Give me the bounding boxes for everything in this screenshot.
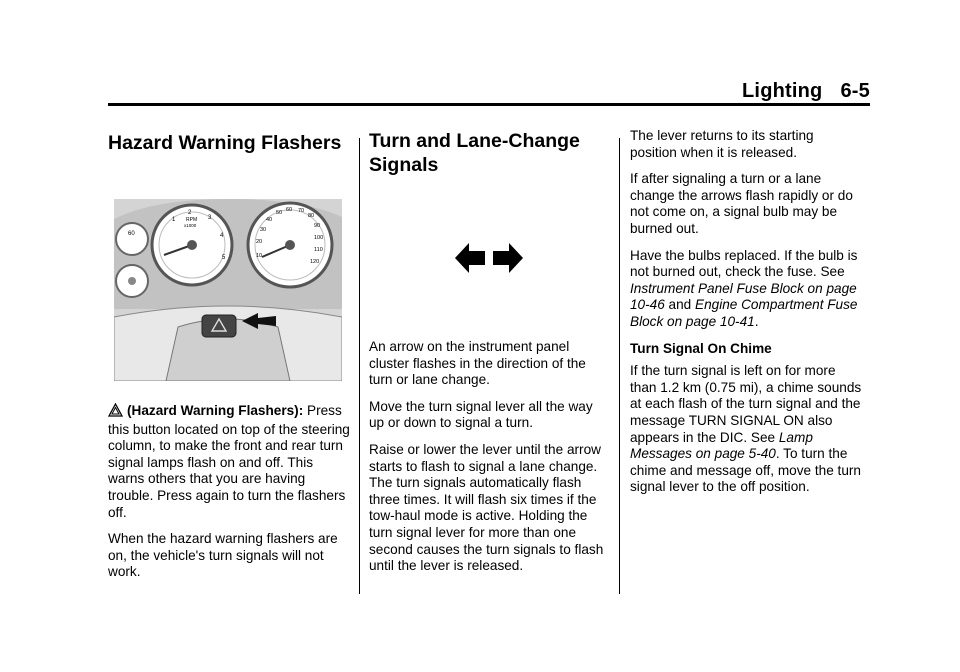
- svg-text:5: 5: [222, 255, 226, 261]
- svg-text:100: 100: [314, 235, 324, 241]
- header-text: [724, 80, 870, 103]
- svg-text:10: 10: [256, 253, 263, 259]
- turn-paragraph-1: An arrow on the instrument panel cluster flashes in the direction of the turn or lane change.: [369, 339, 586, 388]
- fuse-block-link: Instrument Panel Fuse Block on page 10-46: [630, 280, 857, 313]
- svg-text:20: 20: [256, 239, 263, 245]
- column-divider-2: [619, 138, 620, 594]
- turn-signal-arrows-icon: [455, 243, 523, 273]
- dashboard-drawing: [114, 199, 342, 381]
- svg-text:40: 40: [266, 217, 273, 223]
- svg-text:50: 50: [276, 210, 283, 216]
- bulb-out-paragraph: If after signaling a turn or a lane change the arrows flash rapidly or do not come on, a signal bulb may be burned out.: [630, 171, 853, 236]
- svg-text:30: 30: [260, 227, 267, 233]
- column-hazard: [108, 128, 350, 591]
- tach-label: RPM: [186, 217, 198, 223]
- svg-text:90: 90: [314, 223, 321, 229]
- lamp-messages-link: Lamp Messages on page 5-40: [630, 429, 813, 462]
- section-name: Lighting: [742, 80, 823, 102]
- small-gauge-label: 60: [128, 231, 135, 237]
- hazard-paragraph-2: When the hazard warning flashers are on, the vehicle's turn signals will not work.: [108, 531, 338, 580]
- svg-text:70: 70: [298, 208, 305, 214]
- hazard-heading: Hazard Warning Flashers: [108, 132, 342, 154]
- turn-paragraph-3: Raise or lower the lever until the arrow starts to flash to signal a lane change. The turn signals automatically flash three times. It will flash six times if the tow-haul mode is active. Holding the turn signal lever for more than one second causes the turn signals to flash until the lever is released.: [369, 441, 604, 574]
- svg-text:3: 3: [208, 215, 212, 221]
- column-divider-1: [359, 138, 360, 594]
- svg-text:4: 4: [220, 233, 224, 239]
- turn-paragraph-2: Move the turn signal lever all the way up or down to signal a turn.: [369, 398, 593, 431]
- turn-arrows-figure: [369, 177, 607, 317]
- instrument-panel-illustration: [114, 199, 342, 381]
- hazard-paragraph-1: (Hazard Warning Flashers): Press this button located on top of the steering column, to make the front and rear turn signal lamps flash on and off. This warns others that you are having trouble. Press again to turn the flashers off.: [108, 403, 350, 520]
- lever-return-paragraph: The lever returns to its starting position when it is released.: [630, 128, 814, 160]
- page-number: 6-5: [840, 80, 870, 102]
- fuse-paragraph: Have the bulbs replaced. If the bulb is not burned out, check the fuse. See Instrument Panel Fuse Block on page 10-46 and Engine Compartment Fuse Block on page 10-41.: [630, 247, 858, 329]
- svg-text:60: 60: [286, 207, 293, 213]
- engine-fuse-link: Engine Compartment Fuse Block on page 10-41: [630, 297, 858, 329]
- chime-paragraph: If the turn signal is left on for more than 1.2 km (0.75 mi), a chime sounds at each flash of the turn signal and the message TURN SIGNAL ON also appears in the DIC. See Lamp Messages on page 5-40. To turn the chime and message off, move the turn signal lever to the off position.: [630, 363, 862, 495]
- svg-text:1: 1: [172, 217, 176, 223]
- chime-subheading: Turn Signal On Chime: [630, 340, 772, 356]
- turn-signal-heading: Turn and Lane-Change Signals: [369, 130, 580, 176]
- column-continued: [630, 128, 862, 506]
- svg-text:2: 2: [188, 210, 192, 216]
- header-rule: [108, 103, 870, 106]
- page-header: [108, 80, 870, 104]
- hazard-triangle-icon: [108, 403, 123, 422]
- svg-text:80: 80: [308, 213, 315, 219]
- svg-text:110: 110: [314, 247, 323, 253]
- column-turn-signals: [369, 128, 607, 585]
- svg-text:120: 120: [310, 259, 320, 265]
- tach-unit: x1000: [184, 223, 197, 228]
